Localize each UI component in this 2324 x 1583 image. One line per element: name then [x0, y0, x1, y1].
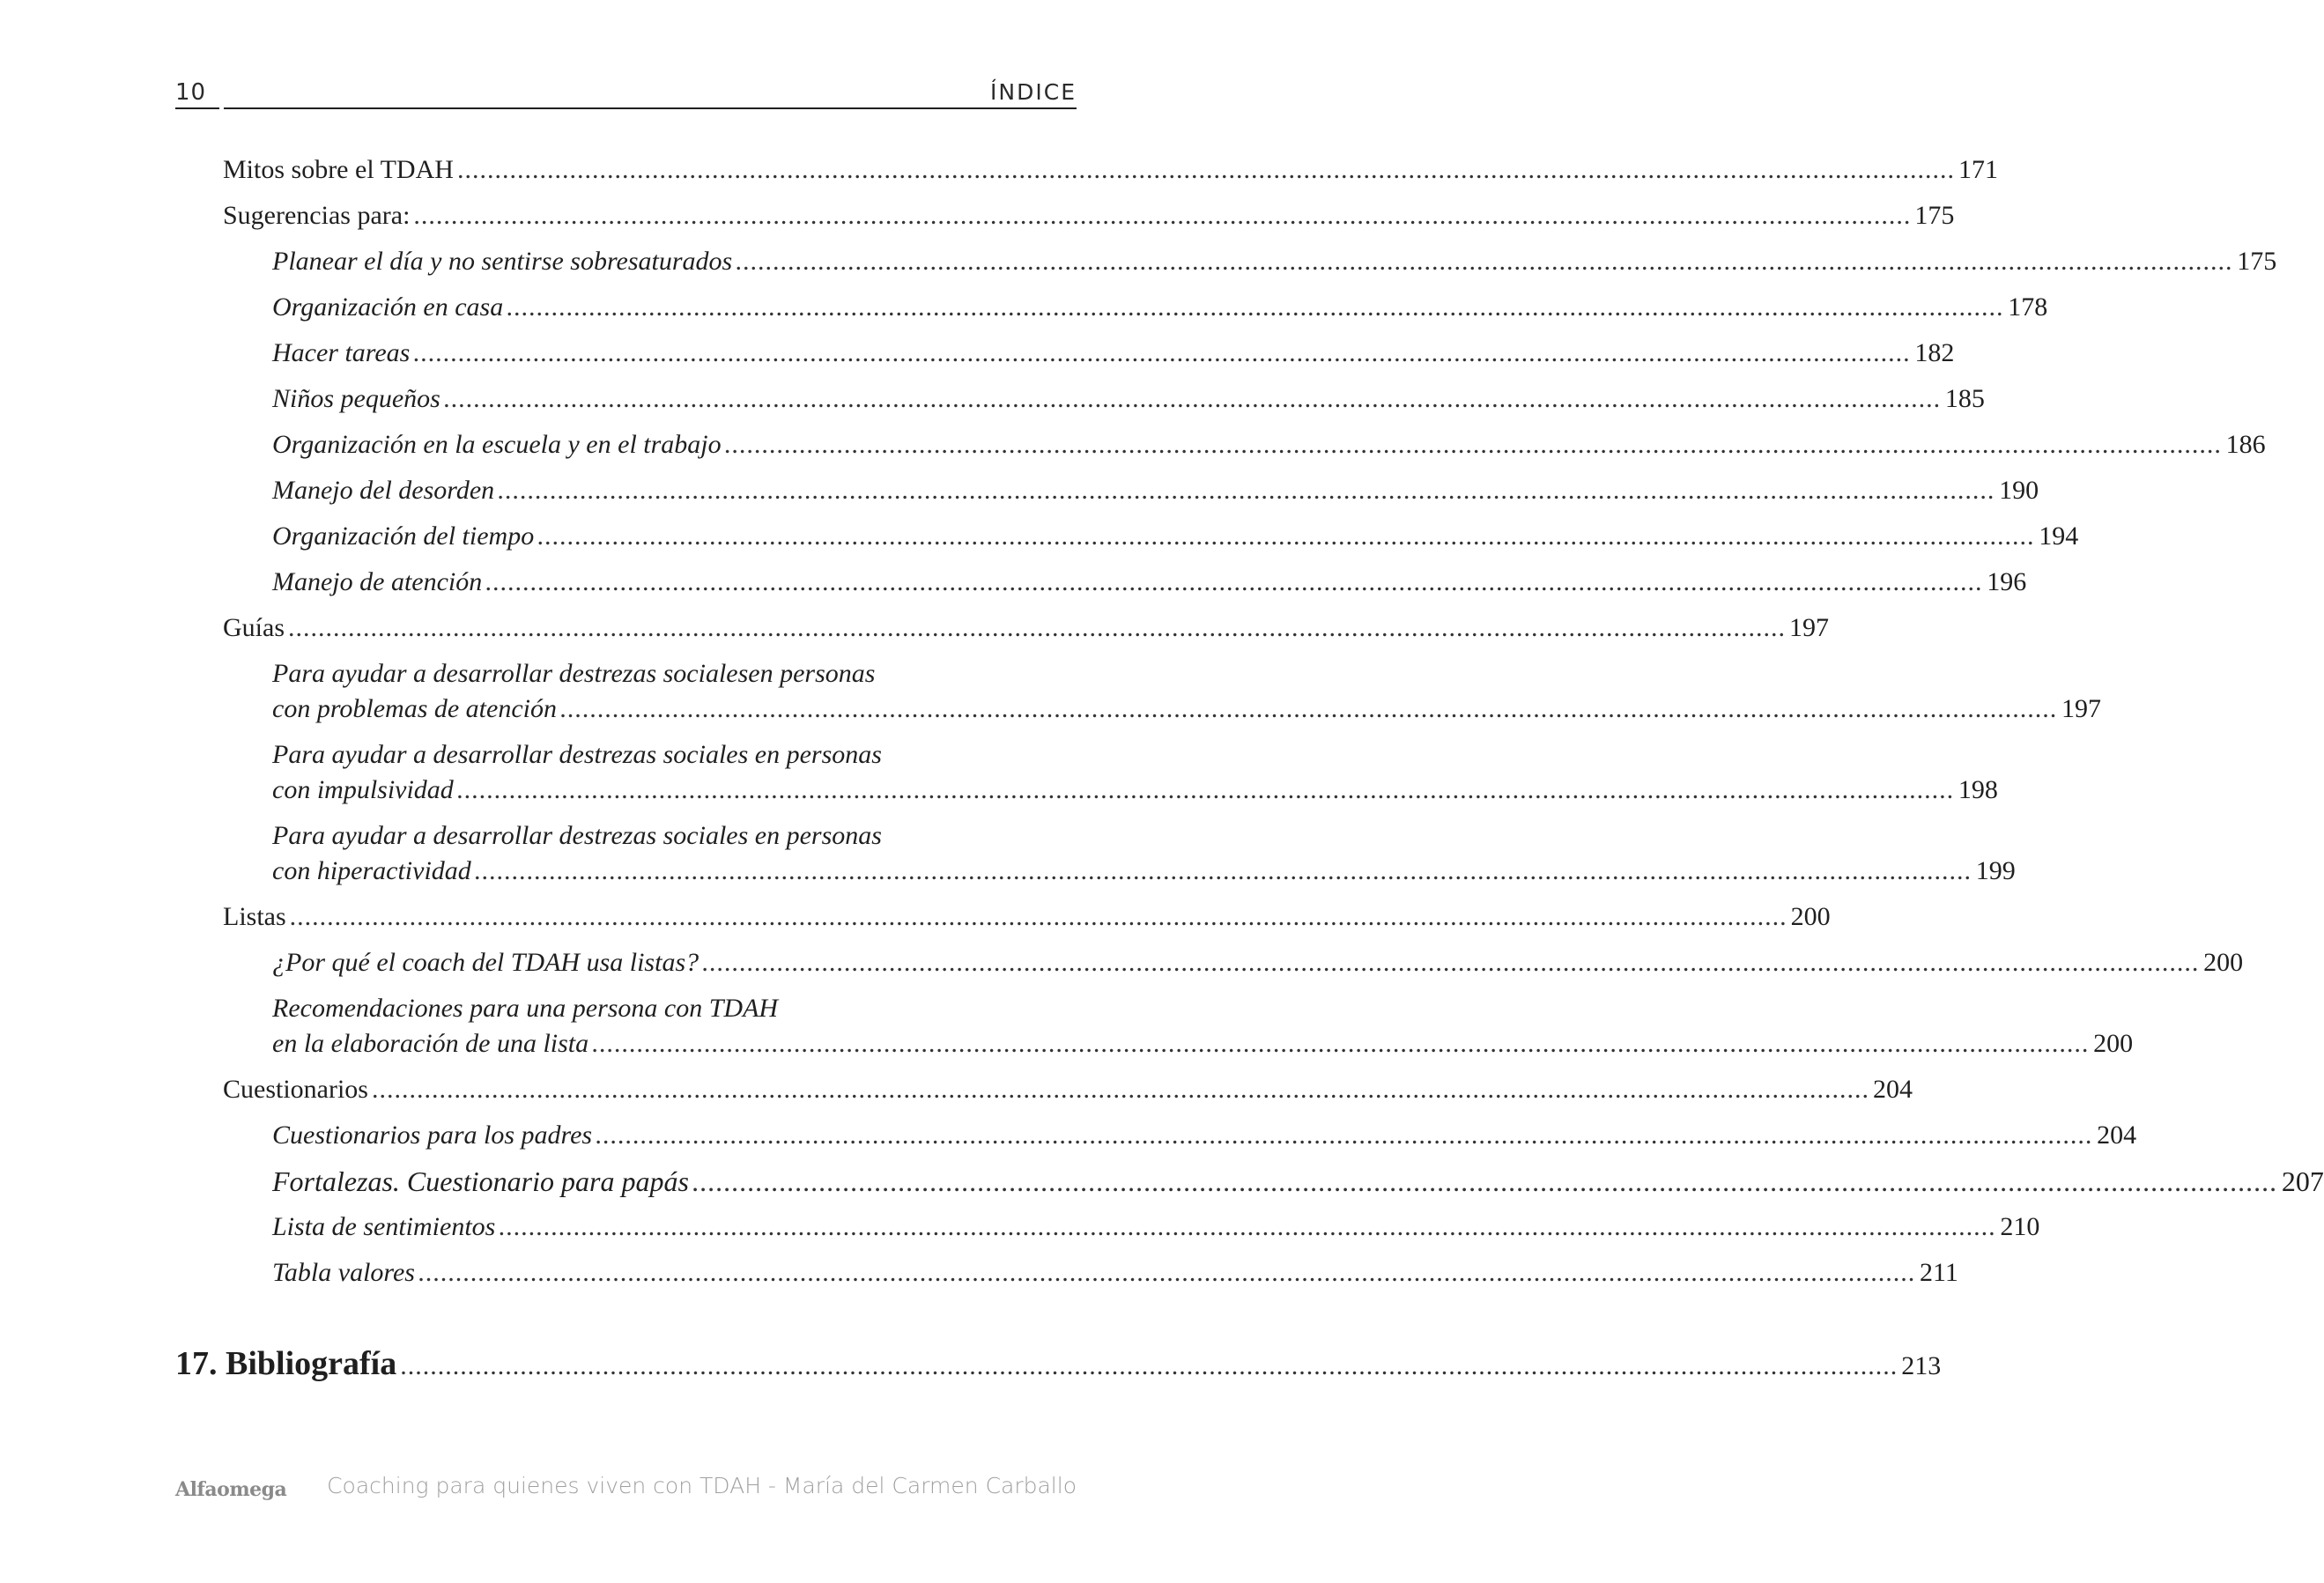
toc-entry-page: 190	[1999, 476, 2039, 505]
page-header	[175, 79, 1077, 109]
toc-entry-page: 198	[1958, 775, 1998, 804]
header-rule-short	[175, 107, 219, 109]
toc-entry-first-line: Para ayudar a desarrollar destrezas sociales en personas	[272, 740, 882, 769]
toc-entry-label: Hacer tareas	[272, 338, 411, 367]
toc-entry-page: 207	[2281, 1165, 2324, 1197]
toc-entry-page: 194	[2039, 522, 2079, 551]
toc-entry-page: 200	[1790, 902, 1831, 931]
toc-entry-page: 200	[2093, 1029, 2134, 1058]
toc-entry	[272, 773, 1998, 808]
dot-leader: ........................................................................................................................................................................................................	[537, 522, 2036, 551]
toc-entry	[272, 854, 2016, 889]
toc-entry	[272, 473, 2039, 508]
toc-entry-label: Manejo de atención	[272, 567, 483, 596]
toc-entry	[223, 899, 1831, 935]
toc-entry-first-line: Para ayudar a desarrollar destrezas socialesen personas	[272, 659, 876, 688]
dot-leader: ........................................................................................................................................................................................................	[456, 775, 1955, 804]
toc-entry-label: Organización en la escuela y en el trabajo	[272, 430, 722, 459]
dot-leader: ........................................................................................................................................................................................................	[443, 384, 1942, 413]
toc-entry	[272, 945, 2244, 980]
dot-leader: ........................................................................................................................................................................................................	[474, 856, 1972, 885]
toc-entry	[272, 1164, 2324, 1199]
dot-leader: ........................................................................................................................................................................................................	[288, 613, 1786, 642]
dot-leader: ........................................................................................................................................................................................................	[413, 201, 1912, 230]
dot-leader: ........................................................................................................................................................................................................	[702, 948, 2201, 977]
toc-entry-label: Sugerencias para:	[223, 201, 411, 230]
dot-leader: ........................................................................................................................................................................................................	[498, 476, 1996, 505]
toc-entry-label: Guías	[223, 613, 285, 642]
toc-entry-label: con hiperactividad	[272, 856, 471, 885]
publisher-logo: Alfaomega	[175, 1478, 287, 1501]
toc-entry-page: 197	[2061, 694, 2101, 723]
toc-entry-label: ¿Por qué el coach del TDAH usa listas?	[272, 948, 699, 977]
dot-leader: ........................................................................................................................................................................................................	[400, 1351, 1898, 1380]
toc-entry	[272, 1255, 1958, 1291]
toc-entry-page: 200	[2203, 948, 2244, 977]
toc-entry-page: 199	[1975, 856, 2016, 885]
dot-leader: ........................................................................................................................................................................................................	[592, 1029, 2091, 1058]
dot-leader: ........................................................................................................................................................................................................	[418, 1258, 1916, 1287]
toc-entry	[272, 1209, 2040, 1245]
dot-leader: ........................................................................................................................................................................................................	[507, 292, 2005, 322]
dot-leader: ........................................................................................................................................................................................................	[596, 1121, 2094, 1150]
dot-leader: ........................................................................................................................................................................................................	[499, 1212, 1997, 1241]
toc-entry-label: Fortalezas. Cuestionario para papás	[272, 1165, 689, 1197]
toc-entry-first-line: Recomendaciones para una persona con TDAH	[272, 994, 779, 1023]
toc-entry-label: Niños pequeños	[272, 384, 440, 413]
toc-entry-page: 197	[1789, 613, 1829, 642]
toc-entry-label: con impulsividad	[272, 775, 454, 804]
toc-entry	[223, 1072, 1913, 1107]
toc-entry-label: en la elaboración de una lista	[272, 1029, 589, 1058]
toc-entry-page: 213	[1901, 1351, 1942, 1380]
dot-leader: ........................................................................................................................................................................................................	[413, 338, 1912, 367]
toc-entry-page: 178	[2008, 292, 2048, 322]
toc-entry-page: 175	[2237, 247, 2277, 276]
toc-entry	[223, 198, 1955, 233]
toc-entry-page: 185	[1944, 384, 1985, 413]
book-info: Coaching para quienes viven con TDAH - María del Carmen Carballo	[327, 1473, 1077, 1498]
page-number: 10	[175, 79, 207, 106]
toc-entry	[272, 381, 1985, 417]
toc-entry-page: 196	[1987, 567, 2027, 596]
toc-entry-page: 211	[1919, 1258, 1958, 1287]
toc-entry-label: Cuestionarios para los padres	[272, 1121, 593, 1150]
toc-entry-page: 186	[2225, 430, 2266, 459]
header-rule	[224, 107, 1077, 109]
toc-entry-label: Organización en casa	[272, 292, 504, 322]
toc-entry-page: 175	[1914, 201, 1955, 230]
toc-entry	[272, 290, 2048, 325]
toc-entry-label: con problemas de atención	[272, 694, 557, 723]
toc-entry	[272, 692, 2101, 727]
section-title: ÍNDICE	[990, 79, 1077, 105]
dot-leader: ........................................................................................................................................................................................................	[692, 1165, 2278, 1197]
dot-leader: ........................................................................................................................................................................................................	[456, 155, 1955, 184]
toc-entry-label: Cuestionarios	[223, 1075, 368, 1104]
toc-entry	[272, 519, 2079, 554]
dot-leader: ........................................................................................................................................................................................................	[372, 1075, 1869, 1104]
toc-entry	[272, 244, 2277, 279]
dot-leader: ........................................................................................................................................................................................................	[485, 567, 1984, 596]
toc-entry-page: 182	[1914, 338, 1955, 367]
toc-entry-page: 171	[1958, 155, 1998, 184]
toc-entry-page: 204	[1873, 1075, 1913, 1104]
page-footer	[175, 1473, 1077, 1508]
toc-entry	[272, 1026, 2134, 1061]
toc-entry-label: 17. Bibliografía	[175, 1345, 397, 1382]
toc-entry	[272, 336, 1955, 371]
toc-entry-label: Tabla valores	[272, 1258, 415, 1287]
toc-entry	[272, 427, 2266, 462]
toc-entry	[272, 1118, 2137, 1153]
toc-entry-first-line: Para ayudar a desarrollar destrezas sociales en personas	[272, 821, 882, 850]
toc-entry-page: 210	[2000, 1212, 2040, 1241]
toc-chapter-entry	[175, 1345, 1942, 1384]
dot-leader: ........................................................................................................................................................................................................	[736, 247, 2234, 276]
dot-leader: ........................................................................................................................................................................................................	[724, 430, 2223, 459]
toc-entry-page: 204	[2097, 1121, 2137, 1150]
toc-entry-label: Mitos sobre el TDAH	[223, 155, 454, 184]
dot-leader: ........................................................................................................................................................................................................	[559, 694, 2058, 723]
toc-entry	[272, 565, 2027, 600]
toc-entry-label: Listas	[223, 902, 286, 931]
toc-entry-label: Organización del tiempo	[272, 522, 535, 551]
toc-entry-label: Manejo del desorden	[272, 476, 495, 505]
toc-entry-label: Lista de sentimientos	[272, 1212, 496, 1241]
dot-leader: ........................................................................................................................................................................................................	[289, 902, 1787, 931]
toc-entry-label: Planear el día y no sentirse sobresaturados	[272, 247, 733, 276]
toc-entry	[223, 152, 1998, 188]
toc-entry	[223, 610, 1829, 646]
